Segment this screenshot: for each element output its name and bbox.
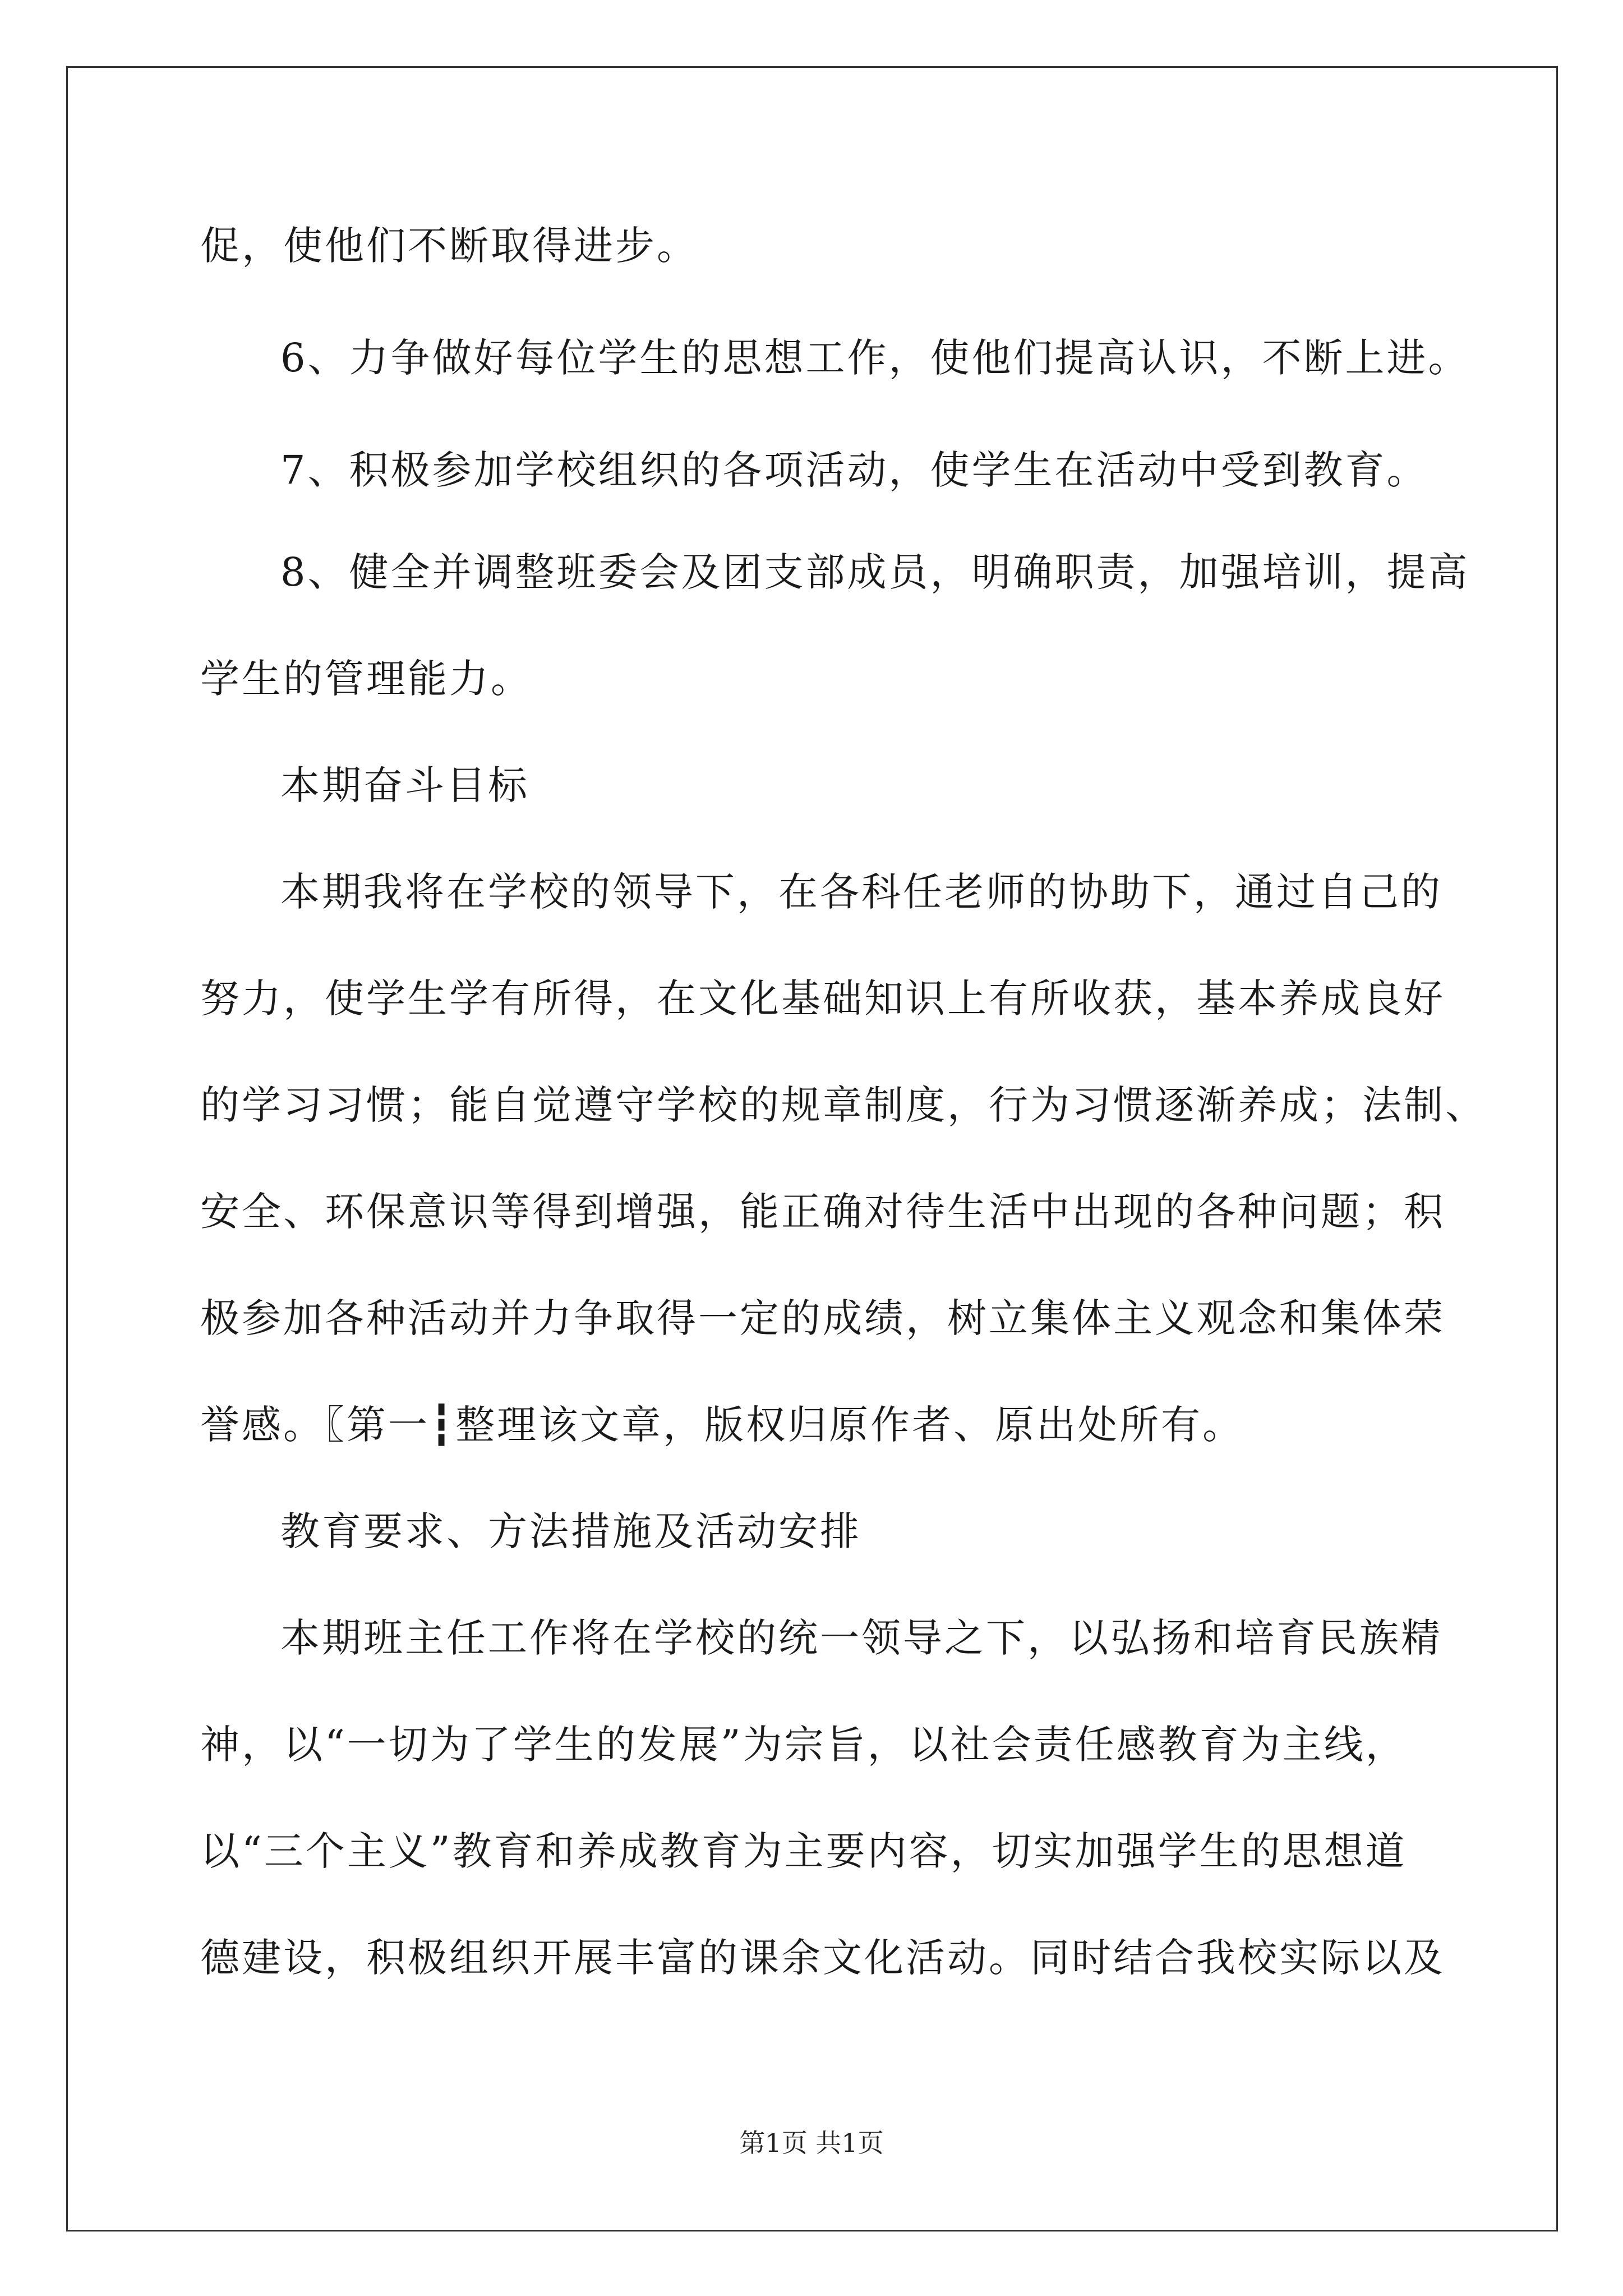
text-line: 极参加各种活动并力争取得一定的成绩，树立集体主义观念和集体荣: [200, 1295, 1445, 1341]
text-line: 安全、环保意识等得到增强，能正确对待生活中出现的各种问题；积: [200, 1189, 1445, 1235]
text-line: 德建设，积极组织开展丰富的课余文化活动。同时结合我校实际以及: [200, 1935, 1445, 1981]
text-line: 本期我将在学校的领导下，在各科任老师的协助下，通过自己的: [280, 869, 1442, 915]
page-footer: 第1页 共1页: [739, 2128, 884, 2158]
text-line: 努力，使学生学有所得，在文化基础知识上有所收获，基本养成良好: [200, 976, 1445, 1022]
text-line: 以“三个主义”教育和养成教育为主要内容，切实加强学生的思想道: [200, 1828, 1407, 1874]
section-heading: 教育要求、方法措施及活动安排: [280, 1508, 861, 1554]
text-line: 7、积极参加学校组织的各项活动，使学生在活动中受到教育。: [280, 447, 1428, 493]
text-line: 的学习习惯；能自觉遵守学校的规章制度，行为习惯逐渐养成；法制、: [200, 1082, 1487, 1128]
text-line: 促，使他们不断取得进步。: [200, 223, 698, 269]
text-line: 神，以“一切为了学生的发展”为宗旨，以社会责任感教育为主线，: [200, 1722, 1407, 1768]
text-line: 8、健全并调整班委会及团支部成员，明确职责，加强培训，提高: [280, 549, 1470, 595]
page-border: [66, 66, 1558, 2231]
section-heading: 本期奋斗目标: [280, 762, 529, 808]
text-line: 本期班主任工作将在学校的统一领导之下，以弘扬和培育民族精: [280, 1615, 1442, 1661]
text-line: 6、力争做好每位学生的思想工作，使他们提高认识，不断上进。: [280, 335, 1470, 381]
text-line: 学生的管理能力。: [200, 656, 532, 702]
text-line: 誉感。〖第一┇整理该文章，版权归原作者、原出处所有。: [200, 1402, 1244, 1448]
